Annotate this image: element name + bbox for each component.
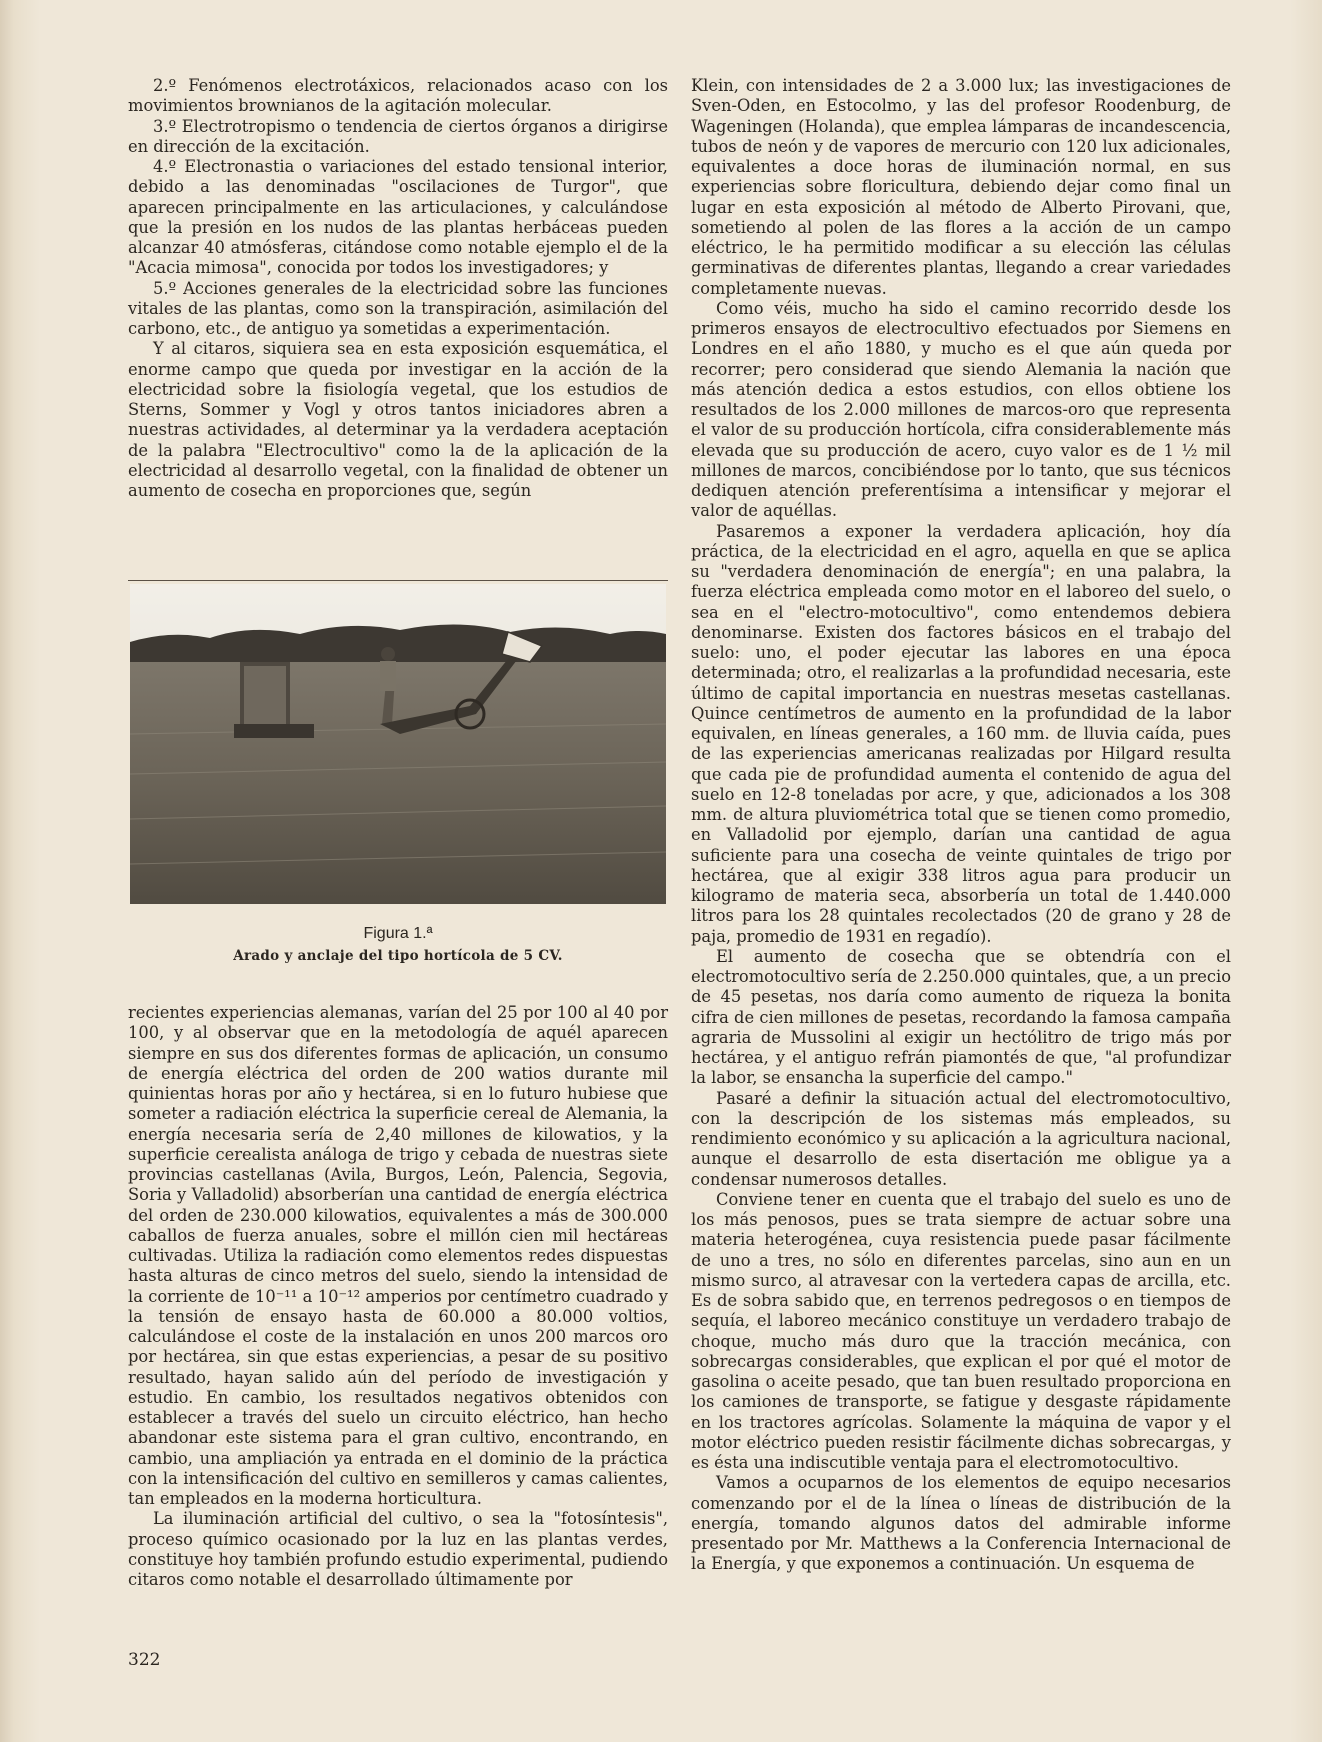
figure-rule (128, 580, 668, 581)
figure (128, 580, 668, 970)
figure-caption: Arado y anclaje del tipo hortícola de 5 CV. (233, 948, 563, 964)
paragraph: 5.º Acciones generales de la electricidad sobre las funciones vitales de las plantas, como son la transpiración, asimilación del carbono, etc., de antiguo ya sometidas a experimentación. (128, 278, 668, 338)
paragraph: Pasaré a definir la situación actual del electromotocultivo, con la descripción de los sistemas más empleados, su rendimiento económico y su aplicación a la agricultura nacional, aunque el desarrollo de esta disertación me obligue ya a condensar numerosos detalles. (691, 1088, 1231, 1189)
page-number: 322 (128, 1650, 161, 1670)
paragraph: Y al citaros, siquiera sea en esta exposición esquemática, el enorme campo que queda por investigar en la acción de la electricidad sobre la fisiología vegetal, que los estudios de Sterns, Sommer y Vogl y otros tantos iniciadores abren a nuestras actividades, al determinar ya la verdadera aceptación de la palabra "Electrocultivo" como la de la aplicación de la electricidad al desarrollo vegetal, con la finalidad de obtener un aumento de cosecha en proporciones que, según (128, 339, 668, 500)
paragraph: 3.º Electrotropismo o tendencia de ciertos órganos a dirigirse en dirección de la excitación. (128, 116, 668, 156)
right-column (691, 76, 1231, 1575)
paragraph: Vamos a ocuparnos de los elementos de equipo necesarios comenzando por el de la línea o líneas de distribución de la energía, tomando algunos datos del admirable informe presentado por Mr. Matthews a la Conferencia Internacional de la Energía, y que exponemos a continuación. Un esquema de (691, 1473, 1231, 1574)
paragraph: La iluminación artificial del cultivo, o sea la "fotosíntesis", proceso químico ocasionado por la luz en las plantas verdes, constituye hoy también profundo estudio experimental, pudiendo citaros como notable el desarrollado últimamente por (128, 1509, 668, 1589)
figure-photo (130, 584, 666, 904)
paragraph: Pasaremos a exponer la verdadera aplicación, hoy día práctica, de la electricidad en el agro, aquella en que se aplica su "verdadera denominación de energía"; en una palabra, la fuerza eléctrica empleada como motor en el laboreo del suelo, o sea en el "electro-motocultivo", como entendemos debiera denominarse. Existen dos factores básicos en el trabajo del suelo: uno, el poder ejecutar las labores en una época determinada; otro, el realizarlas a la profundidad necesaria, este último de capital importancia en nuestras mesetas castellanas. Quince centímetros de aumento en la profundidad de la labor equivalen, en líneas generales, a 160 mm. de lluvia caída, pues de las experiencias americanas realizadas por Hilgard resulta que cada pie de profundidad aumenta el contenido de agua del suelo en 12-8 toneladas por acre, y que, adicionados a los 308 mm. de altura pluviométrica total que se tienen como promedio, en Valladolid por ejemplo, darían una cantidad de agua suficiente para una cosecha de veinte quintales de trigo por hectárea, que al exigir 338 litros agua para producir un kilogramo de materia seca, absorbería un total de 1.440.000 litros para los 28 quintales recolectados (20 de grano y 28 de paja, promedio de 1931 en regadío). (691, 521, 1231, 946)
paragraph: Como véis, mucho ha sido el camino recorrido desde los primeros ensayos de electrocultivo efectuados por Siemens en Londres en el año 1880, y mucho es el que aún queda por recorrer; pero considerad que siendo Alemania la nación que más atención dedica a estos estudios, con ellos obtiene los resultados de los 2.000 millones de marcos-oro que representa el valor de su producción hortícola, cifra considerablemente más elevada que su producción de acero, cuyo valor es de 1 ½ mil millones de marcos, concibiéndose por lo tanto, que sus técnicos dediquen atención preferentísima a intensificar y mejorar el valor de aquéllas. (691, 298, 1231, 521)
left-column-bottom (128, 1003, 668, 1590)
paragraph: recientes experiencias alemanas, varían del 25 por 100 al 40 por 100, y al observar que en la metodología de aquél aparecen siempre en sus dos diferentes formas de aplicación, un consumo de energía eléctrica del orden de 200 watios durante mil quinientas horas por año y hectárea, si en lo futuro hubiese que someter a radiación eléctrica la superficie cereal de Alemania, la energía necesaria sería de 2,40 millones de kilowatios, y la superficie cerealista análoga de trigo y cebada de nuestras siete provincias castellanas (Avila, Burgos, León, Palencia, Segovia, Soria y Valladolid) absorberían una cantidad de energía eléctrica del orden de 230.000 kilowatios, equivalentes a más de 300.000 caballos de fuerza anuales, sobre el millón cien mil hectáreas cultivadas. Utiliza la radiación como elementos redes dispuestas hasta alturas de cinco metros del suelo, siendo la intensidad de la corriente de 10⁻¹¹ a 10⁻¹² amperios por centímetro cuadrado y la tensión de ensayo hasta de 60.000 a 80.000 voltios, calculándose el coste de la instalación en unos 200 marcos oro por hectárea, sin que estas experiencias, a pesar de su positivo resultado, hayan salido aún del período de investigación y estudio. En cambio, los resultados negativos obtenidos con establecer a través del suelo un circuito eléctrico, han hecho abandonar este sistema para el gran cultivo, encontrando, en cambio, una ampliación ya entrada en el dominio de la práctica con la intensificación del cultivo en semilleros y camas calientes, tan empleados en la moderna horticultura. (128, 1003, 668, 1508)
paragraph: 2.º Fenómenos electrotáxicos, relacionados acaso con los movimientos brownianos de la agitación molecular. (128, 76, 668, 116)
paragraph: 4.º Electronastia o variaciones del estado tensional interior, debido a las denominadas "oscilaciones de Turgor", que aparecen principalmente en las articulaciones, y calculándose que la presión en los nudos de las plantas herbáceas pueden alcanzar 40 atmósferas, citándose como notable ejemplo el de la "Acacia mimosa", conocida por todos los investigadores; y (128, 157, 668, 278)
paragraph: Klein, con intensidades de 2 a 3.000 lux; las investigaciones de Sven-Oden, en Estocolmo, y las del profesor Roodenburg, de Wageningen (Holanda), que emplea lámparas de incandescencia, tubos de neón y de vapores de mercurio con 120 lux adicionales, equivalentes a doce horas de iluminación normal, en sus experiencias sobre floricultura, debiendo dejar como final un lugar en esta exposición al método de Alberto Pirovani, que, sometiendo al polen de las flores a la acción de un campo eléctrico, le ha permitido modificar a su elección las células germinativas de diferentes plantas, llegando a crear variedades completamente nuevas. (691, 76, 1231, 298)
left-column-top (128, 76, 668, 501)
paragraph: Conviene tener en cuenta que el trabajo del suelo es uno de los más penosos, pues se trata siempre de actuar sobre una materia heterogénea, cuya resistencia puede pasar fácilmente de uno a tres, no sólo en diferentes parcelas, sino aun en un mismo surco, al atravesar con la vertedera capas de arcilla, etc. Es de sobra sabido que, en terrenos pedregosos o en tiempos de sequía, el laboreo mecánico constituye un verdadero trabajo de choque, mucho más duro que la tracción mecánica, con sobrecargas considerables, que explican el por qué el motor de gasolina o aceite pesado, que tan buen resultado proporciona en los camiones de transporte, se fatigue y desgaste rápidamente en los tractores agrícolas. Solamente la máquina de vapor y el motor eléctrico pueden resistir fácilmente dichas sobrecargas, y es ésta una indiscutible ventaja para el electromotocultivo. (691, 1189, 1231, 1472)
paragraph: El aumento de cosecha que se obtendría con el electromotocultivo sería de 2.250.000 quintales, que, a un precio de 45 pesetas, nos daría como aumento de riqueza la bonita cifra de cien millones de pesetas, recordando la famosa campaña agraria de Mussolini al exigir un hectólitro de trigo más por hectárea, y el antiguo refrán piamontés de que, "al profundizar la labor, se ensancha la superficie del campo." (691, 946, 1231, 1088)
figure-label: Figura 1.ª (363, 925, 433, 942)
